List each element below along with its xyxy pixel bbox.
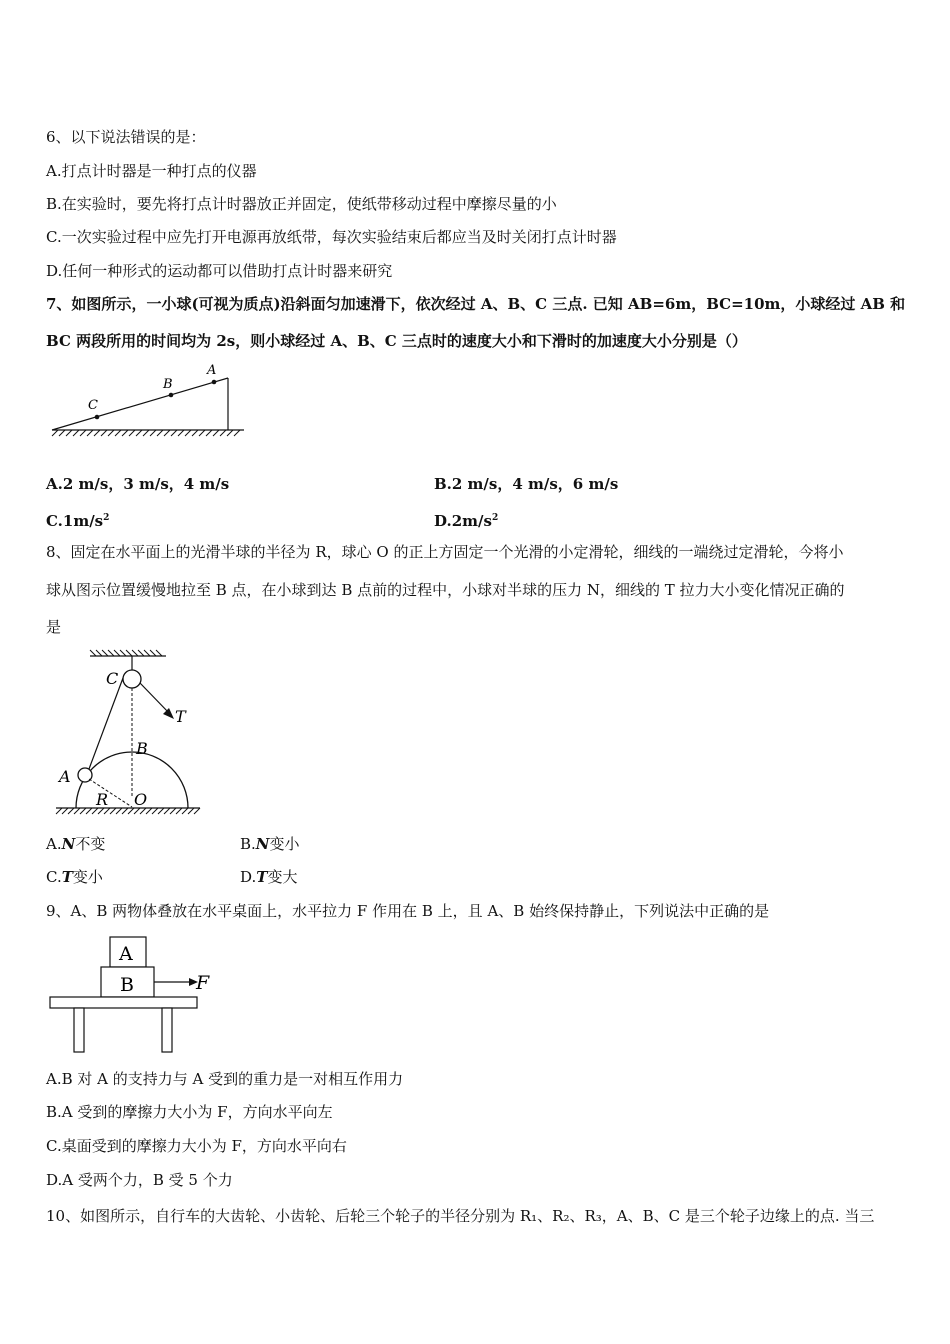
incline-line: [52, 378, 228, 430]
hatch-mark: [102, 650, 108, 656]
q8-stem-line2: 球从图示位置缓慢地拉至 B 点，在小球到达 B 点前的过程中，小球对半球的压力 N，细线的 T 拉力大小变化情况正确的: [46, 581, 845, 599]
hatch-mark: [188, 808, 194, 814]
hatch-mark: [192, 430, 198, 436]
q8-option-d: D.T变大: [240, 868, 298, 886]
hatch-mark: [206, 430, 212, 436]
hatch-mark: [176, 808, 182, 814]
q6-option-d: D.任何一种形式的运动都可以借助打点计时器来研究: [46, 262, 393, 280]
hatch-mark: [199, 430, 205, 436]
hatch-mark: [68, 808, 74, 814]
hatch-mark: [62, 808, 68, 814]
hatch-mark: [158, 808, 164, 814]
q7-option-c: $C.1m/s^2$: [46, 512, 110, 530]
table-top: [50, 997, 197, 1008]
hatch-mark: [116, 808, 122, 814]
hatch-mark: [144, 650, 150, 656]
hatch-mark: [171, 430, 177, 436]
q7-stem-line2: BC 两段所用的时间均为 2s，则小球经过 A、B、C 三点时的速度大小和下滑时的加速度大小分别是（）: [46, 332, 747, 350]
label-a: A: [119, 943, 133, 965]
label-b: B: [163, 377, 173, 392]
hatch-mark: [178, 430, 184, 436]
hatch-mark: [120, 650, 126, 656]
q9-stem: 9、A、B 两物体叠放在水平桌面上，水平拉力 F 作用在 B 上，且 A、B 始终保持静止，下列说法中正确的是: [46, 902, 770, 920]
hatch-mark: [110, 808, 116, 814]
point-a: [212, 380, 217, 385]
pulley: [123, 670, 141, 688]
q8-hemisphere-figure: [52, 648, 212, 818]
hatch-mark: [143, 430, 149, 436]
hatch-mark: [220, 430, 226, 436]
label-a: A: [207, 363, 217, 378]
label-r: R: [96, 790, 109, 809]
hatch-mark: [227, 430, 233, 436]
point-c: [95, 415, 100, 420]
label-t: T: [175, 707, 186, 726]
q8-option-b: B.N变小: [240, 835, 300, 853]
hatch-mark: [114, 650, 120, 656]
hatch-mark: [136, 430, 142, 436]
q9-option-d: D.A 受两个力，B 受 5 个力: [46, 1171, 233, 1189]
label-o: O: [134, 790, 148, 809]
hatch-mark: [52, 430, 58, 436]
hatch-mark: [182, 808, 188, 814]
q6-option-a: A.打点计时器是一种打点的仪器: [46, 162, 257, 180]
q7-option-a: A.2 m/s，3 m/s，4 m/s: [46, 475, 230, 493]
ground-hatch: [52, 430, 240, 436]
q8-option-a: A.N不变: [46, 835, 106, 853]
hatch-mark: [115, 430, 121, 436]
hatch-mark: [66, 430, 72, 436]
hatch-mark: [132, 650, 138, 656]
label-c: C: [88, 398, 98, 413]
rope-to-ball: [89, 678, 123, 769]
q9-option-b: B.A 受到的摩擦力大小为 F，方向水平向左: [46, 1103, 333, 1121]
hatch-mark: [108, 650, 114, 656]
label-a: A: [59, 767, 71, 786]
hatch-mark: [170, 808, 176, 814]
q8-option-c: C.T变小: [46, 868, 103, 886]
hatch-mark: [164, 808, 170, 814]
q8-stem-line3: 是: [46, 618, 62, 636]
q8-stem-line1: 8、固定在水平面上的光滑半球的半径为 R，球心 O 的正上方固定一个光滑的小定滑轮，细线的一端绕过定滑轮，今将小: [46, 543, 844, 561]
hatch-mark: [194, 808, 200, 814]
hatch-mark: [152, 808, 158, 814]
hatch-mark: [56, 808, 62, 814]
hatch-mark: [87, 430, 93, 436]
q9-table-figure: [46, 934, 226, 1054]
q9-option-a: A.B 对 A 的支持力与 A 受到的重力是一对相互作用力: [46, 1070, 404, 1088]
q6-stem: 6、以下说法错误的是：: [46, 128, 206, 146]
q7-stem-line1: 7、如图所示，一小球(可视为质点)沿斜面匀加速滑下，依次经过 A、B、C 三点. 已知 AB=6m，BC=10m，小球经过 AB 和: [46, 295, 906, 313]
arrow-t: [163, 708, 174, 719]
hatch-mark: [108, 430, 114, 436]
hatch-mark: [122, 808, 128, 814]
rope-to-t: [140, 683, 170, 714]
q7-option-b: B.2 m/s，4 m/s，6 m/s: [434, 475, 619, 493]
table-leg-right: [162, 1008, 172, 1052]
hatch-mark: [90, 650, 96, 656]
hatch-mark: [157, 430, 163, 436]
hatch-mark: [73, 430, 79, 436]
hatch-mark: [80, 430, 86, 436]
label-b: B: [120, 974, 134, 996]
table-leg-left: [74, 1008, 84, 1052]
hatch-mark: [94, 430, 100, 436]
label-b: B: [136, 739, 148, 758]
label-f: F: [196, 972, 210, 994]
hatch-mark: [74, 808, 80, 814]
hatch-mark: [213, 430, 219, 436]
hatch-mark: [126, 650, 132, 656]
q9-option-c: C.桌面受到的摩擦力大小为 F，方向水平向右: [46, 1137, 347, 1155]
hatch-mark: [101, 430, 107, 436]
hatch-mark: [96, 650, 102, 656]
point-b: [169, 393, 174, 398]
hatch-mark: [156, 650, 162, 656]
q7-incline-figure: [44, 364, 254, 444]
hatch-mark: [122, 430, 128, 436]
hatch-mark: [234, 430, 240, 436]
label-c: C: [106, 669, 119, 688]
q10-stem: 10、如图所示，自行车的大齿轮、小齿轮、后轮三个轮子的半径分别为 R₁、R₂、R₃，A、B、C 是三个轮子边缘上的点. 当三: [46, 1207, 875, 1225]
hatch-mark: [59, 430, 65, 436]
hatch-mark: [164, 430, 170, 436]
hatch-mark: [150, 650, 156, 656]
hatch-mark: [129, 430, 135, 436]
q6-option-c: C.一次实验过程中应先打开电源再放纸带，每次实验结束后都应当及时关闭打点计时器: [46, 228, 617, 246]
hatch-mark: [138, 650, 144, 656]
hatch-mark: [185, 430, 191, 436]
q7-option-d: $D.2m/s^2$: [434, 512, 499, 530]
hatch-mark: [80, 808, 86, 814]
q6-option-b: B.在实验时，要先将打点计时器放正并固定，使纸带移动过程中摩擦尽量的小: [46, 195, 557, 213]
hatch-mark: [150, 430, 156, 436]
hatch-mark: [86, 808, 92, 814]
